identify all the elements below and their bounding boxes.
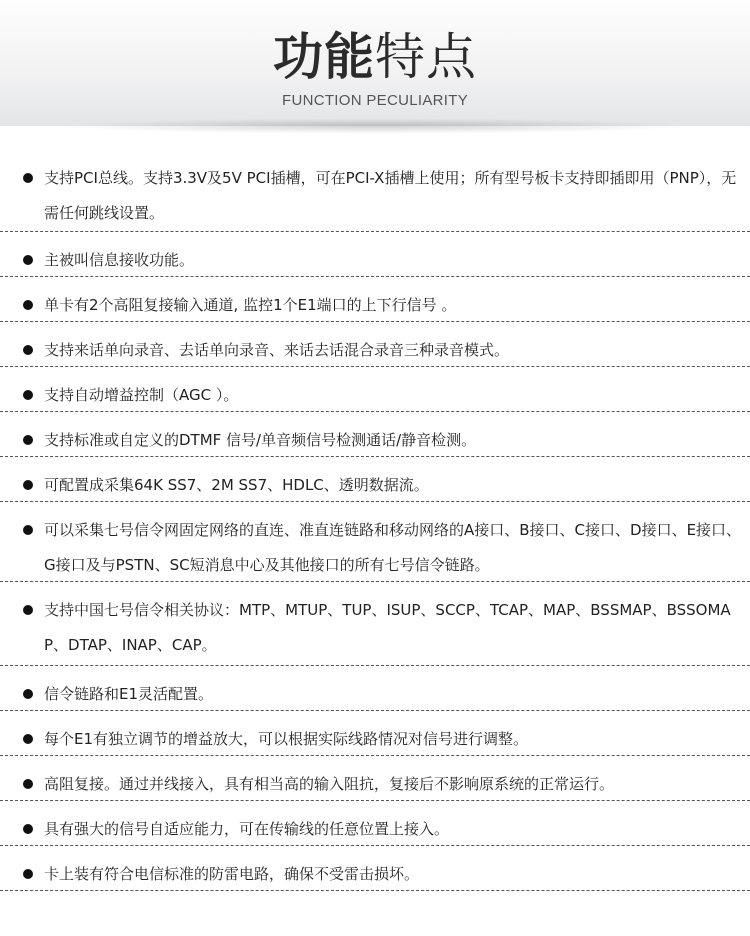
bullet-icon <box>23 689 33 699</box>
feature-text: 支持PCI总线。支持3.3V及5V PCI插槽，可在PCI-X插槽上使用；所有型号板卡支持即插即用（PNP），无需任何跳线设置。 <box>44 169 737 222</box>
bullet-icon <box>23 480 33 490</box>
feature-item <box>0 666 750 711</box>
feature-text: 具有强大的信号自适应能力，可在传输线的任意位置上接入。 <box>44 820 450 838</box>
feature-item <box>0 711 750 756</box>
bullet-icon <box>23 435 33 445</box>
feature-item <box>0 277 750 322</box>
feature-text: 单卡有2个高阻复接输入通道, 监控1个E1端口的上下行信号 。 <box>44 296 457 314</box>
bullet-icon <box>23 345 33 355</box>
bullet-icon <box>23 300 33 310</box>
header-banner <box>0 0 750 126</box>
feature-text: 支持来话单向录音、去话单向录音、来话去话混合录音三种录音模式。 <box>44 341 510 359</box>
feature-item <box>0 232 750 277</box>
feature-list <box>0 150 750 891</box>
feature-text: 卡上装有符合电信标准的防雷电路，确保不受雷击损坏。 <box>44 865 420 883</box>
feature-item <box>0 502 750 582</box>
feature-item <box>0 756 750 801</box>
feature-item <box>0 150 750 232</box>
bullet-icon <box>23 824 33 834</box>
title-bold-part: 功能 <box>273 28 375 86</box>
header-shadow <box>60 118 690 134</box>
feature-item <box>0 367 750 412</box>
feature-item <box>0 801 750 846</box>
bullet-icon <box>23 779 33 789</box>
feature-text: 每个E1有独立调节的增益放大，可以根据实际线路情况对信号进行调整。 <box>44 730 529 748</box>
feature-item <box>0 846 750 891</box>
feature-item <box>0 582 750 666</box>
feature-text: 可以采集七号信令网固定网络的直连、准直连链路和移动网络的A接口、B接口、C接口、D接口、E接口、G接口及与PSTN、SC短消息中心及其他接口的所有七号信令链路。 <box>44 521 742 574</box>
feature-item <box>0 412 750 457</box>
feature-item <box>0 457 750 502</box>
feature-item <box>0 322 750 367</box>
feature-text: 支持标准或自定义的DTMF 信号/单音频信号检测通话/静音检测。 <box>44 431 477 449</box>
page-subtitle: FUNCTION PECULIARITY <box>281 92 468 109</box>
bullet-icon <box>23 255 33 265</box>
bullet-icon <box>23 734 33 744</box>
bullet-icon <box>23 869 33 879</box>
bullet-icon <box>23 173 33 183</box>
feature-text: 支持自动增益控制（AGC ）。 <box>44 386 239 404</box>
feature-text: 信令链路和E1灵活配置。 <box>44 685 214 703</box>
bullet-icon <box>23 605 33 615</box>
bullet-icon <box>23 390 33 400</box>
feature-text: 支持中国七号信令相关协议：MTP、MTUP、TUP、ISUP、SCCP、TCAP、MAP、BSSMAP、BSSOMAP、DTAP、INAP、CAP。 <box>44 601 731 654</box>
feature-text: 可配置成采集64K SS7、2M SS7、HDLC、透明数据流。 <box>44 476 429 494</box>
bullet-icon <box>23 525 33 535</box>
feature-text: 高阻复接。通过并线接入，具有相当高的输入阻抗，复接后不影响原系统的正常运行。 <box>44 775 615 793</box>
page-title <box>0 26 750 88</box>
title-light-part: 特点 <box>375 28 477 86</box>
feature-text: 主被叫信息接收功能。 <box>44 251 195 269</box>
